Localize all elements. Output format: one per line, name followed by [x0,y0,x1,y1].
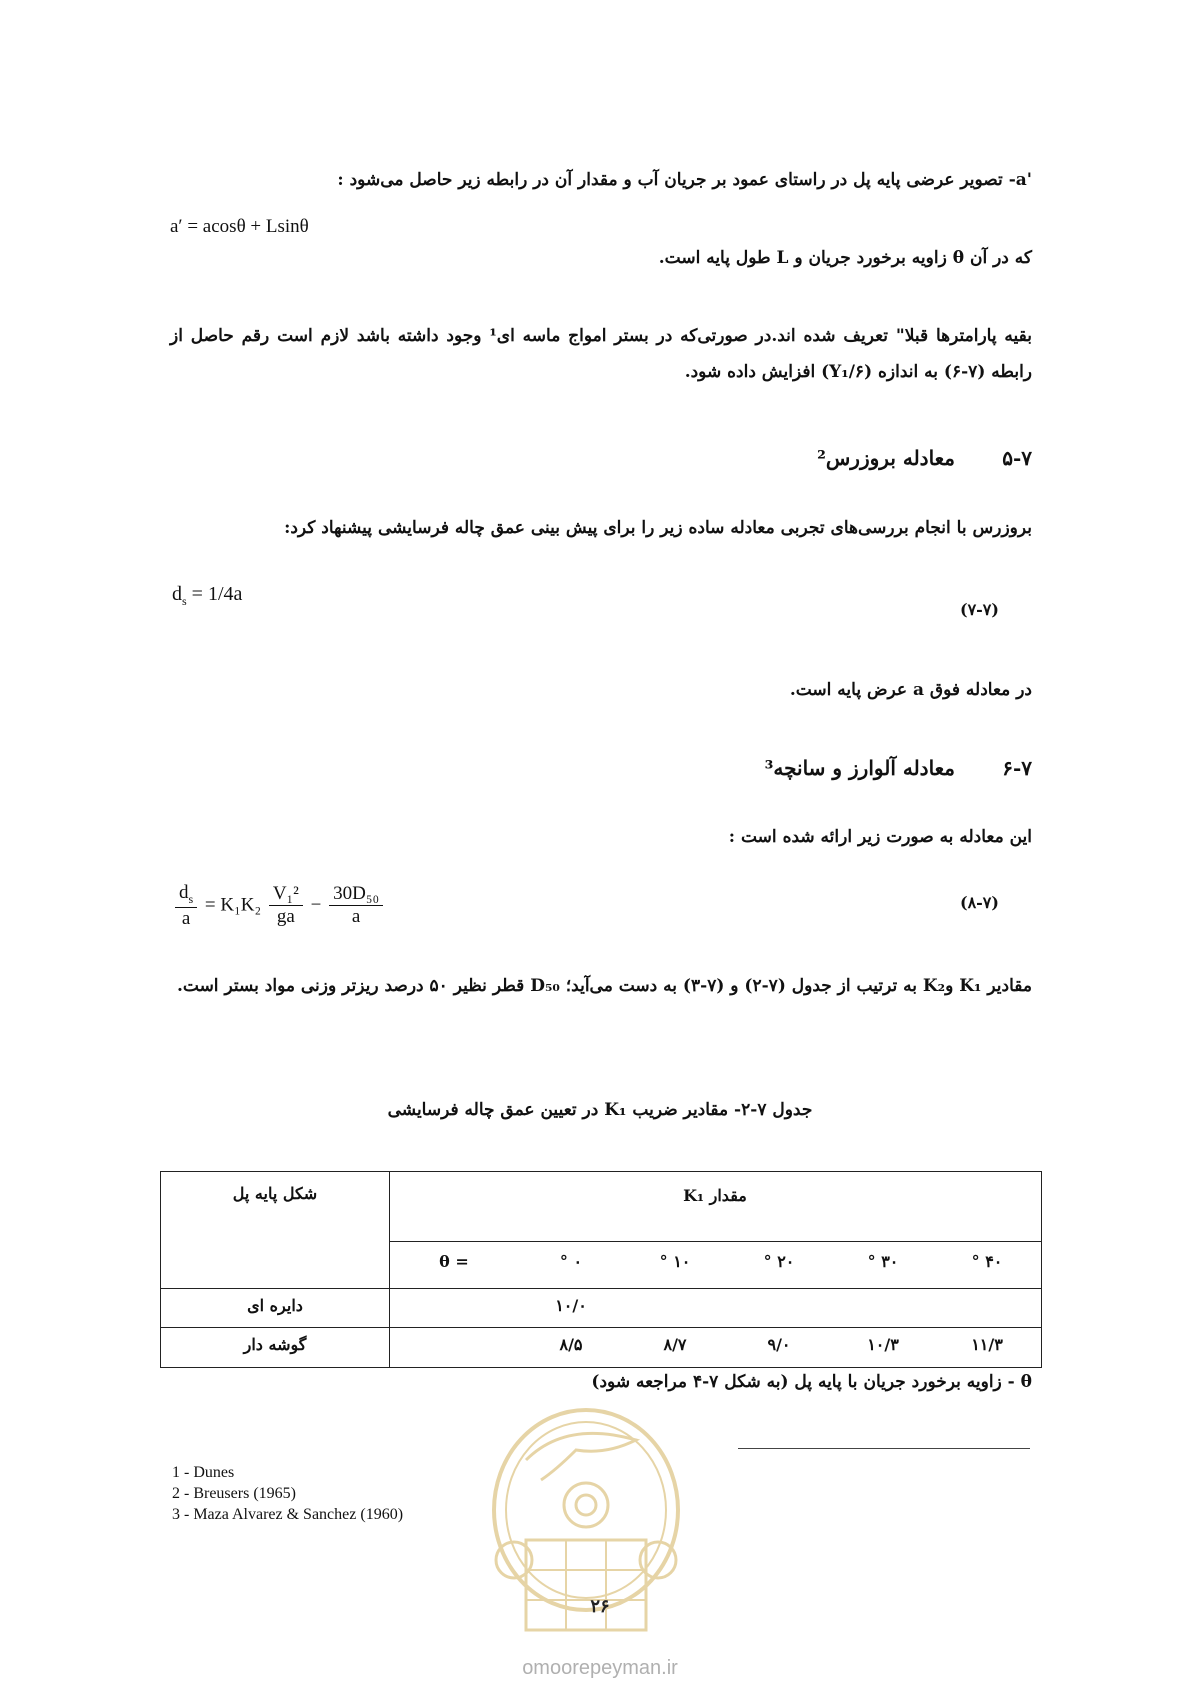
table-caption: جدول ۷-۲- مقادیر ضریب K₁ در تعیین عمق چاله فرسایشی [387,1100,813,1120]
angle-40: ۴۰ ° [971,1252,1003,1271]
table-header-value: مقدار K₁ [683,1186,747,1205]
intro-line-2: که در آن θ زاویه برخورد جریان و L طول پایه است. [658,248,1032,268]
fraction-3-numerator: 30D₅₀ [329,883,383,906]
section-6-number: ۶-۷ [1002,756,1032,780]
equation-7-7-lhs: d [172,583,182,605]
footnotes [172,1462,403,1525]
angle-30: ۳۰ ° [867,1252,899,1271]
fraction-v-over-ga [269,883,303,928]
section-6-text: این معادله به صورت زیر ارائه شده است : [728,827,1032,847]
watermark-logo-icon [486,1400,686,1660]
footnote-separator [738,1448,1030,1449]
intro-formula: a′ = acosθ + Lsinθ [170,216,309,237]
intro-line-1: 'a- تصویر عرضی پایه پل در راستای عمود بر جریان آب و مقدار آن در رابطه زیر حاصل می‌شود : [337,170,1032,190]
fraction-1-denominator: a [181,907,191,929]
row-circular-shape: دایره ای [247,1296,303,1315]
equation-7-7-rhs: = 1/4a [191,583,243,605]
row-angular-value-20: ۹/۰ [767,1335,791,1354]
angle-0: ۰ ° [559,1252,583,1271]
footnote-3: 3 - Maza Alvarez & Sanchez (1960) [172,1506,404,1523]
fraction-2-denominator: ga [276,906,295,928]
section-6-title: معادله آلوارز و سانچه³ [764,756,956,780]
watermark-site: omoorepeyman.ir [522,1657,678,1679]
equation-7-7 [172,583,242,609]
row-angular-value-10: ۸/۷ [663,1335,687,1354]
equation-8-7-middle: = K₁K₂ [204,894,262,916]
section-5-text: بروزرس با انجام بررسی‌های تجربی معادله ساده زیر را برای پیش بینی عمق چاله فرسایشی پیشنهاد کرد: [284,518,1032,538]
section-5-heading [600,446,1032,470]
params-paragraph: بقیه پارامترها قبلا" تعریف شده اند.در صورتی‌که در بستر امواج ماسه ای¹ وجود داشته باشد لازم است رقم حاصل از رابطه (۷-۶) به اندازه (Y₁/۶) افزایش داده شود. [170,326,1032,382]
equation-7-7-number: (۷-۷) [960,600,999,619]
section-6-heading [600,756,1032,780]
equation-8-7-number: (۸-۷) [960,893,999,912]
row-angular-value-0: ۸/۵ [559,1335,583,1354]
theta-label: θ = [439,1252,469,1271]
fraction-ds-over-a [175,882,197,930]
equation-7-7-sub: s [182,594,187,608]
fraction-d50-over-a [329,883,383,928]
row-angular-shape: گوشه دار [243,1335,307,1354]
footnote-1: 1 - Dunes [172,1464,235,1481]
section-5-after: در معادله فوق a عرض پایه است. [789,680,1032,700]
fraction-3-denominator: a [351,906,361,928]
page-number: ۲۶ [590,1596,610,1617]
section-5-title: معادله بروزرس² [817,446,956,470]
angle-10: ۱۰ ° [659,1252,691,1271]
fraction-2-numerator: V₁² [269,883,303,906]
footnote-2: 2 - Breusers (1965) [172,1485,296,1502]
equation-8-7 [172,882,386,930]
angle-20: ۲۰ ° [763,1252,795,1271]
k1-table [160,1171,1042,1368]
table-note: θ - زاویه برخورد جریان با پایه پل (به شکل ۷-۴ مراجعه شود) [591,1372,1032,1392]
fraction-1-numerator: d [179,882,189,903]
equation-8-7-minus: − [310,894,322,916]
section-5-number: ۵-۷ [1002,446,1032,470]
row-circular-value-0: ۱۰/۰ [555,1296,587,1315]
fraction-1-numerator-sub: s [188,891,194,906]
row-angular-value-40: ۱۱/۳ [971,1335,1003,1354]
row-angular-value-30: ۱۰/۳ [867,1335,899,1354]
table-header-shape: شکل پایه پل [232,1184,318,1203]
section-6-after: مقادیر K₁ وK₂ به ترتیب از جدول (۷-۲) و (۷-۳) به دست می‌آید؛ D₅₀ قطر نظیر ۵۰ درصد ریزتر وزنی مواد بستر است. [176,976,1032,996]
